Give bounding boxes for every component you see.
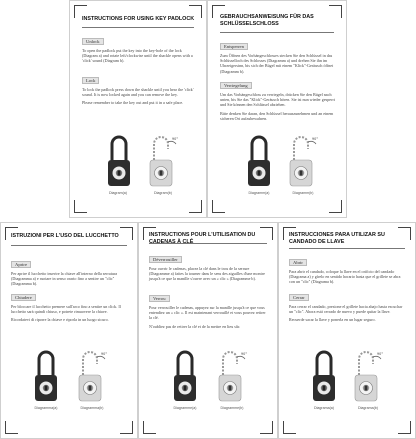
svg-text:90°: 90° [312,137,319,141]
title-divider [11,245,127,246]
lock-text: Para cerrar el candado, presione el grillete hacia abajo hasta escuchar un "clic". Ahora está cerrado de nuevo y puede quitar la llave. [289,304,403,315]
diagram-a-caption: Diagram(a) [109,191,127,195]
padlock-closed-illustration [311,349,337,404]
diagram-b-caption: Diagram(b) [154,191,172,195]
lock-label: Chiudere [11,294,36,301]
title-divider [289,248,405,249]
corner-mark [5,421,18,434]
unlock-label: Unlock [82,38,104,45]
lock-label: Verriegelung [220,82,252,89]
padlock-open-illustration [353,349,387,404]
svg-text:90°: 90° [377,352,384,356]
padlock-closed-illustration [172,349,198,404]
unlock-label: Abrir [289,259,307,266]
padlock-closed-illustration [33,349,59,404]
corner-mark [74,200,87,213]
corner-mark [143,421,156,434]
unlock-label: Entsperren [220,43,248,50]
note-text: N'oubliez pas de retirer la clé et de la mettre en lieu sûr. [149,323,241,329]
unlock-section [289,251,407,288]
title-divider [149,243,267,244]
panel-spanish [278,222,416,439]
corner-mark [260,421,273,434]
title-divider [82,27,194,28]
unlock-section [82,30,196,67]
padlock-closed-illustration [246,134,272,189]
lock-label: Verrou [149,295,170,302]
lock-text: Pour verrouiller le cadenas, appuyez sur la manille jusqu'à ce que vous entendiez un « clic ». Il est maintenant verrouillé et vous pouvez retirer la clé. [149,305,266,321]
svg-text:90°: 90° [101,352,108,356]
corner-mark [189,200,202,213]
note-text: Please remember to take the key out and put it in a safe place. [82,100,184,106]
lock-text: Per bloccare il lucchetto premere sull'arco fino a sentire un click. Il lucchetto sarà quindi chiuso, e potrete rimuovere la chiave. [11,304,121,315]
diagram-b-caption: Diagramma(b) [80,406,104,410]
panel-title: INSTRUCTIONS FOR USING KEY PADLOCK [82,16,195,22]
panel-english [69,0,207,218]
unlock-section [220,35,336,77]
corner-mark [212,200,225,213]
title-divider [220,32,334,33]
lock-section [82,69,196,109]
lock-text: Um das Vorhängeschloss zu verriegeln, drücken Sie den Bügel nach unten, bis Sie das "Klick"-Geräusch hören. Sie ist nun wieder gesperrt und Sie können den Schlüssel abziehen. [220,92,335,108]
lock-text: To lock the padlock press down the shackle until you hear the 'click' sound. It is now locked again and you can remove the key. [82,87,194,98]
lock-label: Lock [82,77,99,84]
note-text: Ricordatevi di riporre la chiave e riporla in un luogo sicuro. [11,317,109,323]
panel-italian [0,222,138,439]
unlock-text: To open the padlock put the key into the key-hole of the lock (Diagram a) and rotate left/clockwise until the shackle opens with a 'click' sound (Diagram b). [82,48,193,64]
corner-mark [283,421,296,434]
unlock-text: Para abrir el candado, coloque la llave en el orificio del candado (Diagrama a) y gírelo en sentido horario hasta que el grillete se abra con un "clic" (Diagrama b). [289,269,401,285]
corner-mark [329,200,342,213]
unlock-text: Pour ouvrir le cadenas, placez la clé dans le trou de la serrure (Diagramme a) faites la tourner dans le sens des aiguilles d'une montre jusqu'à ce que la manille s'ouvre avec un « clic » (Diagramme b). [149,266,265,282]
padlock-open-illustration [77,349,111,404]
diagram-b-caption: Diagramm(b) [292,191,314,195]
lock-section [289,286,407,326]
lock-label: Cerrar [289,294,309,301]
lock-section [220,74,336,124]
panel-title: GEBRAUCHSANWEISUNG FÜR DAS SCHLÜSSELSCHLOSS [220,14,314,27]
padlock-open-illustration [217,349,251,404]
unlock-label: Aprire [11,261,31,268]
padlock-open-illustration [288,134,322,189]
unlock-text: Zum Öffnen des Vorhängeschlosses stecken Sie den Schlüssel in das Schlüsselloch des Schlosses (Diagramm a) und drehen Sie ihn im Uhrzeigersinn, bis sich der Bügel mit einem "Klick"-Geräusch öffnet (Diagramm b). [220,53,334,74]
diagram-a-caption: Diagrama(a) [314,406,334,410]
note-text: Recuerde sacar la llave y ponerla en un lugar seguro. [289,317,376,323]
lock-section [11,286,129,326]
padlock-closed-illustration [106,134,132,189]
diagram-a-caption: Diagramm(a) [248,191,270,195]
panel-title: ISTRUZIONI PER L'USO DEL LUCCHETTO [11,233,119,239]
unlock-label: Déverrouiller [149,256,182,263]
diagram-b-caption: Diagramme(b) [220,406,244,410]
unlock-section [149,248,269,285]
padlock-open-illustration [148,134,182,189]
diagram-a-caption: Diagramme(a) [173,406,197,410]
unlock-text: Per aprire il lucchetto inserire la chiave all'interno della serratura (Diagramma a) e ruotare in senso orario fino a sentire un "clic" (Diagramma b). [11,271,118,287]
corner-mark [398,421,411,434]
lock-section [149,287,269,332]
panel-title: INSTRUCTIONS POUR L'UTILISATION DU CADENAS À CLÉ [149,232,256,245]
svg-text:90°: 90° [241,352,248,356]
corner-mark [120,421,133,434]
panel-title: INSTRUCCIONES PARA UTILIZAR SU CANDADO DE LLAVE [289,232,385,245]
panel-french [138,222,278,439]
note-text: Bitte denken Sie daran, den Schlüssel herauszunehmen und an einem sicheren Ort aufzubewahren. [220,110,334,121]
diagram-b-caption: Diagrama(b) [358,406,378,410]
svg-text:90°: 90° [172,137,179,141]
unlock-section [11,253,129,290]
panel-german [207,0,347,218]
diagram-a-caption: Diagramma(a) [34,406,58,410]
